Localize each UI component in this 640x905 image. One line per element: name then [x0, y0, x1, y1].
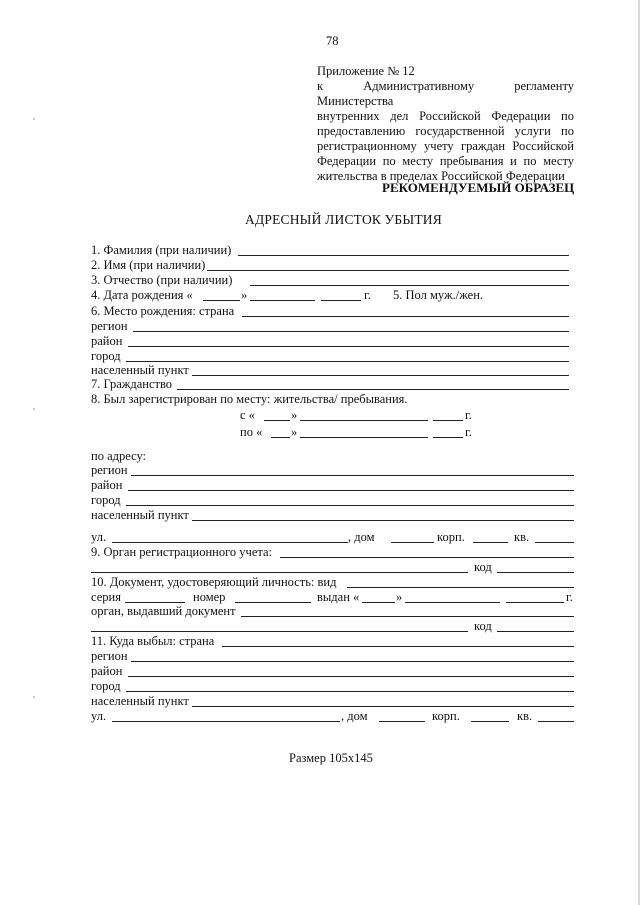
birth-district-label: район	[91, 334, 123, 348]
departed-street-line[interactable]	[112, 721, 340, 722]
issued-quote: »	[396, 590, 403, 604]
to-year-line[interactable]	[433, 437, 463, 438]
departed-settlement-label: населенный пункт	[91, 694, 189, 708]
issued-label: выдан «	[317, 590, 360, 604]
birth-date-quote: »	[241, 288, 248, 302]
departed-house-label: , дом	[341, 709, 368, 723]
registered-label: 8. Был зарегистрирован по месту: жительства/ пребывания.	[91, 392, 408, 406]
address-label: по адресу:	[91, 449, 147, 463]
citizenship-label: 7. Гражданство	[91, 377, 173, 391]
departed-apartment-line[interactable]	[538, 721, 574, 722]
surname-line[interactable]	[238, 255, 569, 256]
to-day-line[interactable]	[271, 437, 290, 438]
from-year-suffix: г.	[465, 408, 472, 422]
birth-city-line[interactable]	[126, 361, 569, 362]
name-label: 2. Имя (при наличии)	[91, 258, 206, 272]
issued-day-line[interactable]	[362, 602, 395, 603]
birth-settlement-label: населенный пункт	[91, 363, 189, 377]
street-label: ул.	[91, 530, 107, 544]
street-line[interactable]	[112, 542, 348, 543]
citizenship-line[interactable]	[177, 389, 569, 390]
birth-year-suffix: г.	[364, 288, 371, 302]
departed-apartment-label: кв.	[517, 709, 533, 723]
to-quote: »	[291, 425, 298, 439]
appendix-line: к Административному регламенту Министерства	[317, 79, 574, 108]
address-district-line[interactable]	[128, 490, 574, 491]
to-year-suffix: г.	[465, 425, 472, 439]
address-settlement-line[interactable]	[192, 520, 574, 521]
scan-speck	[33, 696, 35, 698]
name-line[interactable]	[207, 270, 569, 271]
departed-region-label: регион	[91, 649, 128, 663]
appendix-line: жительства в пределах Российской Федерации	[317, 169, 565, 183]
birth-region-line[interactable]	[133, 331, 569, 332]
appendix-line: регистрационному учету граждан Российской	[317, 139, 574, 153]
authority-line-2[interactable]	[91, 572, 468, 573]
birth-city-label: город	[91, 349, 121, 363]
address-region-label: регион	[91, 463, 128, 477]
authority-code-line[interactable]	[497, 572, 574, 573]
from-month-line[interactable]	[300, 420, 428, 421]
birth-year-line[interactable]	[321, 300, 361, 301]
appendix-line: Приложение № 12	[317, 64, 415, 78]
departed-district-line[interactable]	[128, 676, 574, 677]
birth-region-label: регион	[91, 319, 128, 333]
scan-speck	[33, 118, 35, 120]
birth-district-line[interactable]	[128, 346, 569, 347]
from-day-line[interactable]	[264, 420, 290, 421]
departed-region-line[interactable]	[131, 661, 574, 662]
address-settlement-label: населенный пункт	[91, 508, 189, 522]
form-title: АДРЕСНЫЙ ЛИСТОК УБЫТИЯ	[245, 212, 442, 227]
page-number: 78	[326, 34, 339, 48]
number-line[interactable]	[235, 602, 311, 603]
number-label: номер	[193, 590, 226, 604]
size-note: Размер 105x145	[289, 751, 373, 765]
birth-settlement-line[interactable]	[192, 375, 569, 376]
to-label: по «	[240, 425, 263, 439]
birth-date-label: 4. Дата рождения «	[91, 288, 193, 302]
departed-building-line[interactable]	[471, 721, 509, 722]
apartment-label: кв.	[514, 530, 530, 544]
departed-house-line[interactable]	[379, 721, 425, 722]
issuer-label: орган, выдавший документ	[91, 604, 236, 618]
patronymic-label: 3. Отчество (при наличии)	[91, 273, 233, 287]
series-line[interactable]	[125, 602, 185, 603]
document-type-line[interactable]	[347, 587, 574, 588]
appendix-line: Федерации по месту пребывания и по месту	[317, 154, 574, 168]
issued-year-suffix: г.	[566, 590, 573, 604]
issued-year-line[interactable]	[506, 602, 564, 603]
from-label: с «	[240, 408, 255, 422]
appendix-header	[317, 64, 574, 184]
sex-label: 5. Пол муж./жен.	[393, 288, 484, 302]
series-label: серия	[91, 590, 121, 604]
birth-country-label: 6. Место рождения: страна	[91, 304, 235, 318]
patronymic-line[interactable]	[250, 285, 569, 286]
birth-month-line[interactable]	[250, 300, 315, 301]
scan-speck	[33, 408, 35, 410]
from-year-line[interactable]	[433, 420, 463, 421]
departed-street-label: ул.	[91, 709, 107, 723]
house-line[interactable]	[391, 542, 434, 543]
issuer-code-line[interactable]	[497, 631, 574, 632]
from-quote: »	[291, 408, 298, 422]
sample-label: РЕКОМЕНДУЕМЫЙ ОБРАЗЕЦ	[382, 180, 575, 195]
building-label: корп.	[437, 530, 465, 544]
address-city-label: город	[91, 493, 121, 507]
issuer-line[interactable]	[241, 616, 574, 617]
departed-city-label: город	[91, 679, 121, 693]
issued-month-line[interactable]	[405, 602, 500, 603]
appendix-line: внутренних дел Российской Федерации по	[317, 109, 574, 123]
document-label: 10. Документ, удостоверяющий личность: вид	[91, 575, 337, 589]
authority-label: 9. Орган регистрационного учета:	[91, 545, 273, 559]
departed-building-label: корп.	[432, 709, 460, 723]
house-label: , дом	[348, 530, 375, 544]
address-region-line[interactable]	[131, 475, 574, 476]
issuer-line-2[interactable]	[91, 631, 468, 632]
birth-country-line[interactable]	[242, 316, 569, 317]
address-city-line[interactable]	[126, 505, 574, 506]
departed-settlement-line[interactable]	[192, 706, 574, 707]
authority-line[interactable]	[280, 557, 574, 558]
departed-country-line[interactable]	[222, 646, 574, 647]
departed-district-label: район	[91, 664, 123, 678]
building-line[interactable]	[473, 542, 508, 543]
appendix-line: предоставлению государственной услуги по	[317, 124, 574, 138]
surname-label: 1. Фамилия (при наличии)	[91, 243, 232, 257]
issuer-code-label: код	[474, 619, 492, 633]
authority-code-label: код	[474, 560, 492, 574]
departed-city-line[interactable]	[126, 691, 574, 692]
departed-country-label: 11. Куда выбыл: страна	[91, 634, 215, 648]
address-district-label: район	[91, 478, 123, 492]
birth-day-line[interactable]	[203, 300, 240, 301]
to-month-line[interactable]	[300, 437, 428, 438]
apartment-line[interactable]	[535, 542, 574, 543]
